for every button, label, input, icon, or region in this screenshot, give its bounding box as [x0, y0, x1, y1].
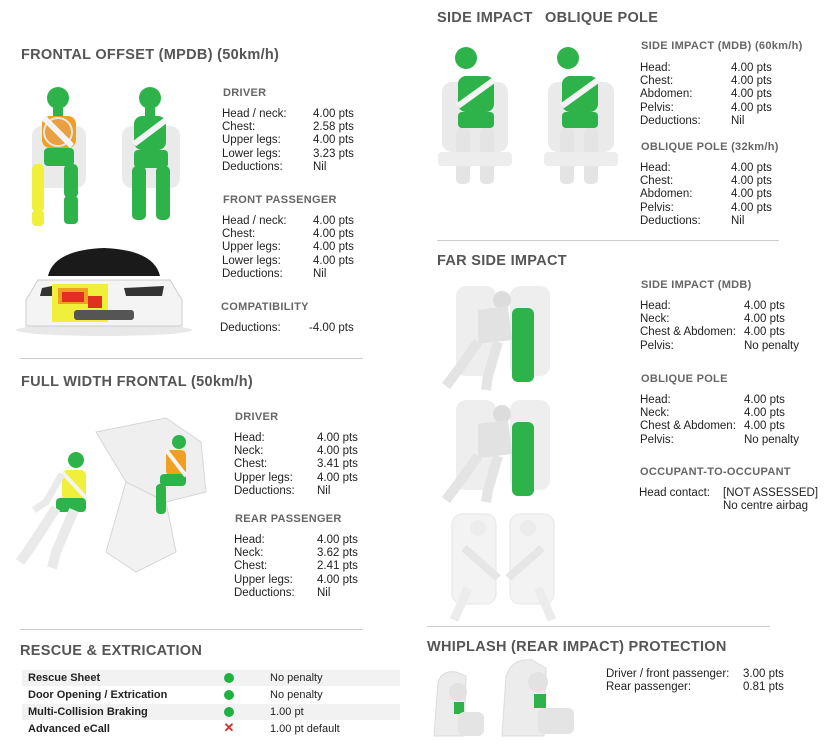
- divider: [427, 626, 770, 627]
- far-side-pole-scores: [640, 394, 799, 447]
- score-row: [234, 485, 358, 498]
- status-dot-icon: [224, 707, 234, 717]
- side-mdb-heading: SIDE IMPACT (MDB) (60km/h): [641, 40, 803, 52]
- score-label: Head / neck:: [222, 108, 287, 120]
- front-passenger-heading: FRONT PASSENGER: [223, 194, 337, 206]
- score-label: Deductions:: [640, 114, 701, 127]
- score-value: 4.00 pts: [731, 162, 772, 174]
- score-value: 3.23 pts: [313, 147, 354, 160]
- score-row: [639, 500, 818, 513]
- score-label: Head contact:: [639, 487, 710, 499]
- score-label: Neck:: [234, 445, 264, 458]
- rescue-table: [22, 669, 400, 737]
- score-label: Deductions:: [222, 267, 283, 280]
- score-value: 4.00 pts: [313, 254, 354, 267]
- score-row: [222, 241, 354, 254]
- score-row: [640, 175, 772, 188]
- score-value: 4.00 pts: [317, 445, 358, 458]
- score-value: -4.00 pts: [309, 322, 354, 334]
- front-passenger-scores: [222, 215, 354, 281]
- rescue-label: Advanced eCall: [22, 721, 194, 738]
- frontal-passenger-dummy-figure: [112, 82, 190, 232]
- score-label: Head:: [640, 162, 671, 174]
- rescue-value: 1.00 pt default: [264, 721, 400, 738]
- score-row: [222, 215, 354, 228]
- score-value: 4.00 pts: [313, 228, 354, 241]
- frontal-driver-dummy-figure: [18, 82, 96, 232]
- whiplash-scores: [606, 668, 784, 694]
- score-value: 4.00 pts: [313, 108, 354, 120]
- rescue-value: No penalty: [264, 670, 400, 687]
- score-label: Head:: [640, 394, 671, 406]
- cross-icon: ✕: [223, 720, 235, 735]
- score-row: [234, 587, 358, 600]
- score-value: 4.00 pts: [744, 420, 785, 433]
- score-label: Chest:: [222, 228, 256, 241]
- score-value: 4.00 pts: [313, 215, 354, 227]
- full-width-dummies-figure: [16, 412, 216, 582]
- score-row: [606, 668, 784, 681]
- score-value: 4.00 pts: [744, 300, 785, 312]
- rear-passenger-scores: [234, 534, 358, 600]
- occupant-to-occupant-heading: OCCUPANT-TO-OCCUPANT: [640, 466, 791, 478]
- full-width-title: FULL WIDTH FRONTAL (50km/h): [21, 374, 254, 390]
- score-row: [640, 88, 772, 101]
- side-pole-heading: OBLIQUE POLE (32km/h): [641, 141, 779, 153]
- divider: [20, 629, 363, 630]
- full-width-driver-scores: [234, 432, 358, 498]
- whiplash-rear-seat-figure: [498, 656, 580, 738]
- score-value: 4.00 pts: [313, 241, 354, 254]
- score-label: Deductions:: [222, 160, 283, 173]
- score-row: [234, 432, 358, 445]
- score-value: 3.00 pts: [743, 668, 784, 680]
- score-label: Deductions:: [220, 322, 281, 334]
- score-label: Deductions:: [234, 586, 295, 599]
- side-pole-scores: [640, 162, 772, 228]
- score-value: No centre airbag: [723, 500, 809, 513]
- rescue-title: RESCUE & EXTRICATION: [20, 643, 203, 659]
- table-row: [22, 721, 400, 738]
- compatibility-scores: [220, 322, 354, 335]
- score-label: Upper legs:: [234, 573, 293, 586]
- score-row: [640, 420, 799, 433]
- score-label: Pelvis:: [640, 201, 674, 214]
- score-row: [606, 681, 784, 694]
- full-width-driver-heading: DRIVER: [235, 411, 279, 423]
- score-row: [234, 445, 358, 458]
- score-row: [640, 434, 799, 447]
- score-value: 2.41 pts: [317, 560, 358, 573]
- side-mdb-scores: [640, 62, 772, 128]
- score-label: Head:: [640, 300, 671, 312]
- status-dot-icon: [224, 673, 234, 683]
- rescue-label: Door Opening / Extrication: [22, 687, 194, 704]
- score-value: 3.62 pts: [317, 547, 358, 560]
- score-value: 4.00 pts: [317, 471, 358, 484]
- score-row: [640, 115, 772, 128]
- far-side-pole-figure: [438, 396, 568, 504]
- score-value: Nil: [731, 214, 745, 227]
- score-row: [640, 62, 772, 75]
- score-value: 3.41 pts: [317, 458, 358, 471]
- score-row: [222, 121, 354, 134]
- score-label: Deductions:: [640, 214, 701, 227]
- score-label: Head:: [234, 534, 265, 546]
- score-label: Lower legs:: [222, 254, 281, 267]
- score-label: Neck:: [640, 407, 670, 420]
- score-label: Deductions:: [234, 484, 295, 497]
- score-label: Pelvis:: [640, 339, 674, 352]
- rear-passenger-heading: REAR PASSENGER: [235, 513, 342, 525]
- score-row: [220, 322, 354, 335]
- score-value: Nil: [313, 160, 327, 173]
- score-value: Nil: [313, 267, 327, 280]
- score-value: Nil: [731, 114, 745, 127]
- score-label: Neck:: [234, 547, 264, 560]
- frontal-offset-title: FRONTAL OFFSET (MPDB) (50km/h): [21, 47, 280, 63]
- score-row: [222, 134, 354, 147]
- score-value: 2.58 pts: [313, 121, 354, 134]
- score-row: [640, 215, 772, 228]
- score-row: [222, 255, 354, 268]
- compatibility-car-figure: [14, 240, 194, 336]
- score-row: [222, 161, 354, 174]
- score-row: [234, 574, 358, 587]
- score-label: Pelvis:: [640, 433, 674, 446]
- score-value: 4.00 pts: [731, 201, 772, 214]
- rescue-label: Multi-Collision Braking: [22, 704, 194, 721]
- divider: [20, 358, 363, 359]
- far-side-title: FAR SIDE IMPACT: [437, 253, 567, 269]
- score-value: 4.00 pts: [731, 88, 772, 101]
- side-impact-title: SIDE IMPACT: [437, 10, 533, 26]
- score-value: 4.00 pts: [744, 394, 785, 406]
- score-value: 4.00 pts: [317, 573, 358, 586]
- score-row: [640, 394, 799, 407]
- score-value: No penalty: [744, 339, 799, 352]
- score-row: [234, 547, 358, 560]
- occupant-to-occupant-figure: [438, 508, 568, 624]
- side-impact-dummy-figure: [436, 42, 514, 194]
- score-label: Chest:: [640, 175, 674, 188]
- score-row: [234, 560, 358, 573]
- whiplash-title: WHIPLASH (REAR IMPACT) PROTECTION: [427, 639, 727, 655]
- rescue-value: 1.00 pt: [264, 704, 400, 721]
- score-row: [222, 148, 354, 161]
- occupant-to-occupant-scores: [639, 487, 818, 513]
- score-label: Chest:: [640, 75, 674, 88]
- score-value: 4.00 pts: [744, 313, 785, 326]
- score-value: No penalty: [744, 433, 799, 446]
- score-label: Upper legs:: [234, 471, 293, 484]
- score-row: [234, 534, 358, 547]
- frontal-driver-heading: DRIVER: [223, 87, 267, 99]
- score-row: [640, 162, 772, 175]
- score-label: Chest:: [234, 560, 268, 573]
- score-value: Nil: [317, 586, 331, 599]
- score-row: [640, 300, 799, 313]
- score-row: [639, 487, 818, 500]
- far-side-pole-heading: OBLIQUE POLE: [641, 373, 728, 385]
- whiplash-front-seat-figure: [428, 666, 492, 738]
- score-label: Driver / front passenger:: [606, 668, 730, 680]
- score-label: Chest & Abdomen:: [640, 326, 736, 339]
- score-label: Chest:: [234, 458, 268, 471]
- score-value: 4.00 pts: [731, 188, 772, 201]
- rescue-label: Rescue Sheet: [22, 670, 194, 687]
- score-row: [640, 75, 772, 88]
- score-row: [640, 313, 799, 326]
- score-row: [640, 407, 799, 420]
- score-label: Head:: [640, 62, 671, 74]
- score-label: Pelvis:: [640, 101, 674, 114]
- score-label: Rear passenger:: [606, 681, 692, 694]
- score-value: 4.00 pts: [744, 326, 785, 339]
- score-row: [222, 108, 354, 121]
- score-row: [640, 326, 799, 339]
- score-row: [222, 228, 354, 241]
- oblique-pole-title: OBLIQUE POLE: [545, 10, 659, 26]
- score-value: 4.00 pts: [731, 101, 772, 114]
- score-value: 4.00 pts: [731, 75, 772, 88]
- oblique-pole-dummy-figure: [542, 42, 620, 194]
- score-row: [640, 102, 772, 115]
- score-value: 4.00 pts: [744, 407, 785, 420]
- score-row: [234, 472, 358, 485]
- score-value: Nil: [317, 484, 331, 497]
- score-label: Upper legs:: [222, 134, 281, 147]
- far-side-mdb-figure: [438, 280, 568, 392]
- score-value: 4.00 pts: [317, 534, 358, 546]
- score-value: [NOT ASSESSED]: [723, 487, 819, 499]
- table-row: [22, 704, 400, 721]
- score-value: 4.00 pts: [313, 134, 354, 147]
- status-dot-icon: [224, 690, 234, 700]
- score-value: 0.81 pts: [743, 681, 784, 694]
- score-label: Chest & Abdomen:: [640, 420, 736, 433]
- score-row: [640, 188, 772, 201]
- table-row: [22, 670, 400, 687]
- score-value: 4.00 pts: [317, 432, 358, 444]
- score-label: Chest:: [222, 121, 256, 134]
- score-label: Abdomen:: [640, 188, 693, 201]
- score-row: [234, 458, 358, 471]
- far-side-mdb-scores: [640, 300, 799, 353]
- score-label: Head:: [234, 432, 265, 444]
- compatibility-heading: COMPATIBILITY: [221, 301, 309, 313]
- frontal-driver-scores: [222, 108, 354, 174]
- score-label: Lower legs:: [222, 147, 281, 160]
- score-value: 4.00 pts: [731, 175, 772, 188]
- score-value: 4.00 pts: [731, 62, 772, 74]
- score-row: [640, 340, 799, 353]
- score-label: Neck:: [640, 313, 670, 326]
- far-side-mdb-heading: SIDE IMPACT (MDB): [641, 279, 752, 291]
- score-row: [222, 268, 354, 281]
- score-label: Abdomen:: [640, 88, 693, 101]
- table-row: [22, 687, 400, 704]
- rescue-value: No penalty: [264, 687, 400, 704]
- score-label: Head / neck:: [222, 215, 287, 227]
- score-row: [640, 202, 772, 215]
- score-label: Upper legs:: [222, 241, 281, 254]
- divider: [437, 240, 779, 241]
